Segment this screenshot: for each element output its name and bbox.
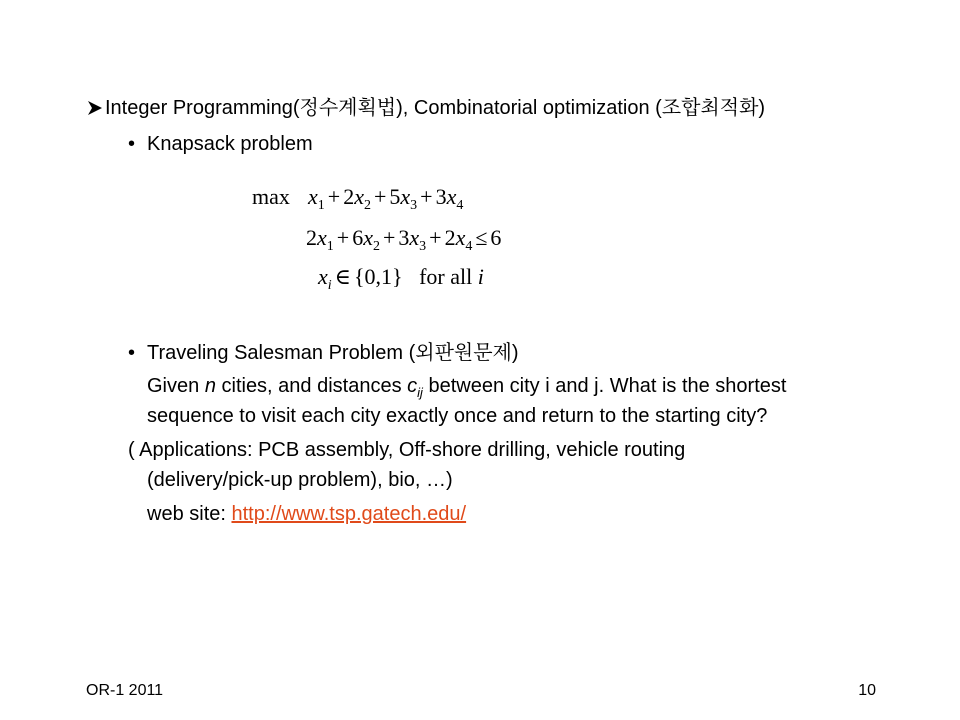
heading-korean-2: 조합최적화 <box>661 97 759 119</box>
heading-text-2: ), Combinatorial optimization ( <box>396 97 662 119</box>
bullet-dot: • <box>128 342 136 364</box>
max-label: max <box>252 184 290 209</box>
heading-text-1: Integer Programming( <box>105 97 300 119</box>
binary-set: {0,1} <box>353 264 403 289</box>
tsp-description-line-2: sequence to visit each city exactly once and return to the starting city? <box>147 405 768 427</box>
tsp-text-2: ) <box>511 342 519 364</box>
applications-line-1: ( Applications: PCB assembly, Off-shore drilling, vehicle routing <box>128 439 686 461</box>
domain-line: $x_i$ ∈ {0,1} for all i <box>318 264 484 293</box>
applications-line-2: (delivery/pick-up problem), bio, …) <box>147 469 453 491</box>
tsp-label <box>147 340 519 366</box>
bullet-dot: • <box>128 133 136 155</box>
tsp-korean: 외판원문제 <box>415 342 512 364</box>
section-heading <box>105 95 765 121</box>
website-line <box>147 501 466 527</box>
website-label: web site: <box>147 503 232 525</box>
page-number: 10 <box>858 682 876 699</box>
for-all-label: for all <box>419 264 473 289</box>
desc-rest: between city i and j. What is the shortest <box>422 375 787 397</box>
footer-course: OR-1 2011 <box>86 682 164 699</box>
arrow-bullet-icon <box>86 95 104 121</box>
heading-text-3: ) <box>758 97 766 119</box>
constraint-line: $2x_1 + 6x_2 + 3x_3 + 2x_4 \le 6$ <box>306 225 502 254</box>
desc-ij: ij <box>417 385 423 400</box>
tsp-description-line-1 <box>147 373 786 399</box>
website-link[interactable]: http://www.tsp.gatech.edu/ <box>231 503 467 525</box>
tsp-text-1: Traveling Salesman Problem ( <box>147 342 416 364</box>
heading-korean-1: 정수계획법 <box>299 97 397 119</box>
desc-c: c <box>407 375 418 397</box>
knapsack-label: Knapsack problem <box>147 133 313 155</box>
rhs-value: 6 <box>490 225 502 250</box>
desc-given: Given <box>147 375 205 397</box>
objective-line: $\max x_1 + 2x_2 + 5x_3 + 3x_4$ <box>252 184 464 213</box>
desc-n: n <box>204 375 216 397</box>
desc-mid: cities, and distances <box>215 375 408 397</box>
